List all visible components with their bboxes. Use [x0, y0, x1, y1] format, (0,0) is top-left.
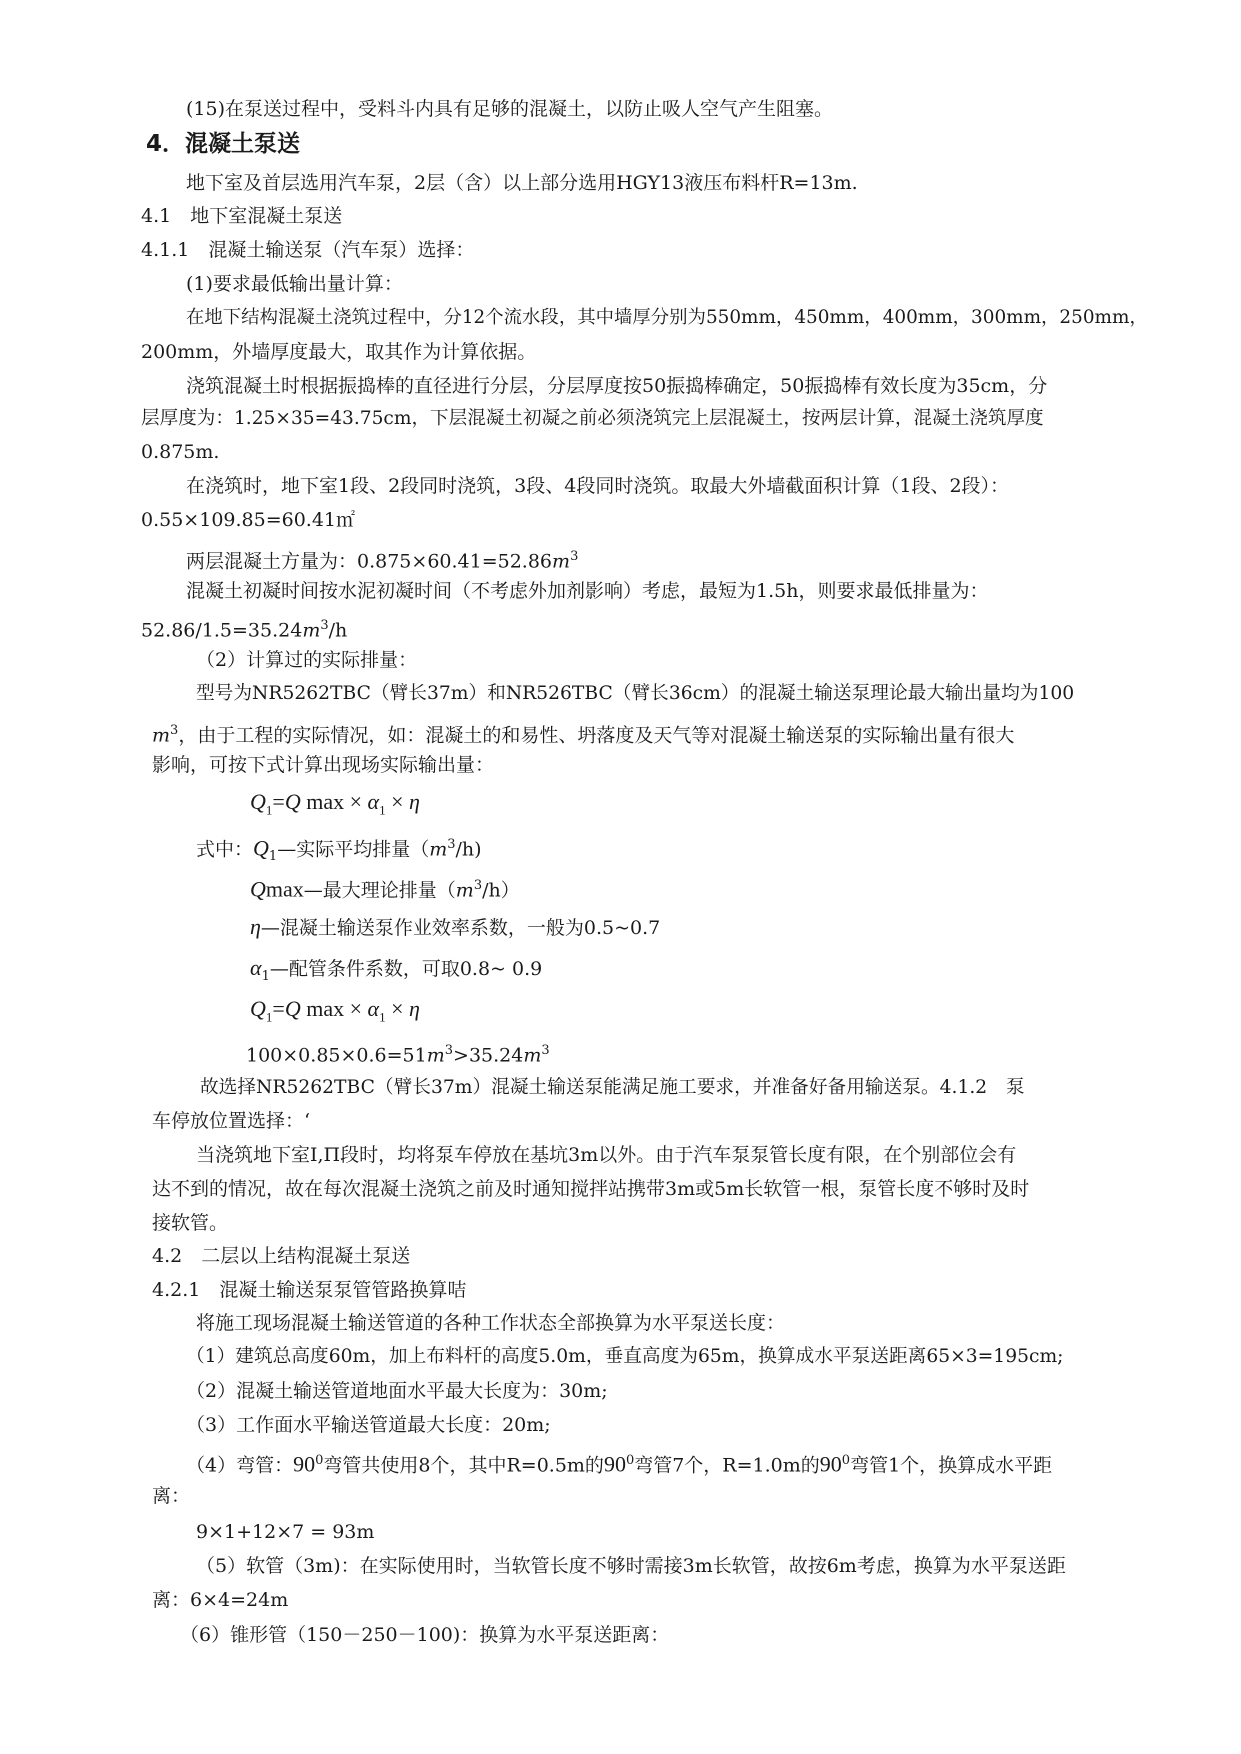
text-line: 9×1+12×7 = 93m	[196, 1521, 375, 1543]
math-exponent: 0	[625, 1453, 635, 1468]
text-segment: —最大理论排量（	[303, 879, 456, 902]
text-line	[186, 1448, 1052, 1478]
text-segment: —配管条件系数，可取0.8~ 0.9	[269, 958, 543, 980]
math-operator: =	[272, 789, 285, 814]
math-number: 90	[603, 1451, 626, 1477]
subsection-heading: 4.2 二层以上结构混凝土泵送	[152, 1245, 411, 1267]
text-line	[152, 718, 1014, 748]
text-line: 0.55×109.85=60.41㎡	[141, 509, 356, 531]
math-unit: m	[523, 1044, 542, 1067]
math-operator: ×	[349, 996, 363, 1021]
text-segment: 52.86/1.5=35.24	[141, 619, 303, 642]
math-exponent: 3	[541, 1043, 550, 1058]
text-segment: 弯管共使用8个，其中R=0.5m的	[323, 1454, 604, 1477]
text-line: 200mm，外墙厚度最大，取其作为计算依据。	[141, 341, 537, 363]
math-symbol: η	[409, 789, 420, 814]
text-line: 型号为NR5262TBC（臂长37m）和NR526TBC（臂长36cm）的混凝土输送泵理论最大输出量均为100	[196, 683, 1075, 704]
text-line: （3）工作面水平输送管道最大长度：20m;	[186, 1414, 551, 1436]
math-symbol: Q	[250, 789, 266, 814]
text-segment: ，由于工程的实际情况，如：混凝土的和易性、坍落度及天气等对混凝土输送泵的实际输出量有很大	[178, 724, 1015, 747]
formula	[250, 789, 420, 823]
text-line: (1)要求最低输出量计算：	[186, 273, 403, 295]
math-operator: ×	[391, 789, 404, 814]
text-line	[246, 1038, 550, 1068]
math-subscript: 1	[268, 849, 278, 865]
math-subscript: 1	[265, 802, 273, 818]
math-exponent: 3	[170, 723, 179, 738]
math-unit: m	[302, 619, 321, 642]
text-line: 故选择NR5262TBC（臂长37m）混凝土输送泵能满足施工要求，并准备好备用输送泵。4.1.2 泵	[200, 1077, 1025, 1098]
formula-legend	[250, 873, 520, 903]
text-segment: （4）弯管：	[186, 1454, 294, 1477]
text-line: （2）计算过的实际排量：	[196, 649, 418, 671]
math-unit: m	[455, 879, 474, 902]
math-operator: ×	[391, 996, 404, 1021]
text-segment: 两层混凝土方量为：0.875×60.41=52.86	[186, 550, 553, 573]
text-line: 在浇筑时，地下室1段、2段同时浇筑，3段、4段同时浇筑。取最大外墙截面积计算（1段、2段）：	[186, 475, 1010, 497]
subsection-heading: 4.2.1 混凝土输送泵泵管管路换算咭	[152, 1279, 467, 1301]
math-symbol: Q	[253, 835, 269, 861]
math-subscript: 1	[265, 1009, 273, 1025]
text-line: 离：	[152, 1485, 191, 1507]
text-line: (15)在泵送过程中，受料斗内具有足够的混凝土，以防止吸人空气产生阻塞。	[186, 98, 834, 120]
text-line: 在地下结构混凝土浇筑过程中，分12个流水段，其中墙厚分别为550mm，450mm，400mm，300mm，250mm，	[186, 307, 1148, 328]
formula-legend	[196, 832, 482, 870]
text-line	[141, 613, 347, 643]
text-segment: 100×0.85×0.6=51	[246, 1044, 427, 1067]
math-exponent: 3	[444, 1043, 454, 1058]
math-symbol: Q	[250, 996, 266, 1021]
text-segment: 弯管7个，R=1.0m的	[634, 1454, 820, 1477]
math-unit: m	[426, 1044, 445, 1067]
math-symbol: Q	[250, 876, 266, 902]
math-number: 90	[293, 1451, 316, 1477]
math-operator: ×	[349, 789, 363, 814]
text-line: （2）混凝土输送管道地面水平最大长度为：30m;	[186, 1380, 608, 1402]
text-line: 地下室及首层选用汽车泵，2层（含）以上部分选用HGY13液压布料杆R=13m.	[186, 172, 858, 194]
text-segment: 式中：	[196, 838, 254, 861]
text-segment: —实际平均排量（	[277, 838, 430, 861]
math-symbol: α	[367, 789, 380, 814]
text-line: （1）建筑总高度60m，加上布料杆的高度5.0m，垂直高度为65m，换算成水平泵送距离65×3=195cm;	[186, 1346, 1064, 1367]
math-symbol: η	[409, 996, 420, 1021]
math-exponent: 3	[320, 618, 329, 633]
math-unit: m	[429, 838, 448, 861]
math-exponent: 0	[841, 1453, 851, 1468]
math-symbol: max	[306, 789, 345, 814]
math-unit: m	[152, 724, 171, 747]
text-line: 离：6×4=24m	[152, 1589, 289, 1611]
text-line: 车停放位置选择：‘	[152, 1110, 311, 1132]
math-symbol: Q	[284, 996, 301, 1021]
subsection-heading: 4.1 地下室混凝土泵送	[141, 205, 343, 227]
math-unit: /h)	[455, 838, 482, 861]
text-line: 混凝土初凝时间按水泥初凝时间（不考虑外加剂影响）考虑，最短为1.5h，则要求最低排量为：	[186, 580, 989, 602]
formula-legend	[250, 914, 660, 941]
text-line: 浇筑混凝土时根据振捣棒的直径进行分层，分层厚度按50振捣棒确定，50振捣棒有效长度为35cm，分	[186, 375, 1048, 397]
math-symbol: η	[250, 914, 261, 939]
math-exponent: 3	[473, 878, 483, 893]
section-heading: 4．混凝土泵送	[146, 131, 301, 157]
text-segment: 弯管1个，换算成水平距	[850, 1454, 1053, 1477]
math-exponent: 3	[447, 837, 456, 852]
math-symbol: α	[250, 955, 262, 980]
math-subscript: 1	[379, 802, 386, 818]
math-symbol: max	[265, 876, 304, 902]
subsection-heading: 4.1.1 混凝土输送泵（汽车泵）选择：	[141, 239, 475, 261]
formula-legend	[250, 955, 542, 990]
math-operator: =	[272, 996, 285, 1021]
text-line: （5）软管（3m)：在实际使用时，当软管长度不够时需接3m长软管，故按6m考虑，换算为水平泵送距	[196, 1555, 1066, 1577]
math-symbol: max	[306, 996, 345, 1021]
text-line: 当浇筑地下室Ⅰ,Π段时，均将泵车停放在基坑3m以外。由于汽车泵泵管长度有限，在个别部位会有	[196, 1144, 1017, 1166]
formula	[250, 996, 420, 1030]
text-line	[186, 544, 578, 574]
text-segment: —混凝土输送泵作业效率系数，一般为0.5~0.7	[260, 917, 661, 939]
text-line: 将施工现场混凝土输送管道的各种工作状态全部换算为水平泵送长度：	[196, 1312, 786, 1334]
text-line: 0.875m.	[141, 441, 220, 463]
text-line: 达不到的情况，故在每次混凝土浇筑之前及时通知搅拌站携带3m或5m长软管一根，泵管长度不够时及时	[152, 1178, 1030, 1200]
math-number: 90	[819, 1451, 842, 1477]
math-subscript: 1	[379, 1009, 386, 1025]
math-unit: m	[552, 550, 571, 573]
math-unit: /h	[328, 619, 348, 642]
text-line: （6）锥形管（150－250－100)：换算为水平泵送距离：	[180, 1624, 670, 1646]
math-exponent: 3	[570, 549, 579, 564]
math-symbol: α	[367, 996, 380, 1021]
text-segment: >35.24	[453, 1044, 524, 1067]
text-line: 层厚度为：1.25×35=43.75cm，下层混凝土初凝之前必须浇筑完上层混凝土，按两层计算，混凝土浇筑厚度	[141, 408, 1044, 429]
math-symbol: Q	[284, 789, 301, 814]
text-line: 影响，可按下式计算出现场实际输出量：	[152, 754, 495, 776]
math-exponent: 0	[315, 1453, 324, 1468]
math-subscript: 1	[261, 968, 270, 984]
text-line: 接软管。	[152, 1212, 229, 1234]
math-unit: /h）	[482, 879, 520, 902]
